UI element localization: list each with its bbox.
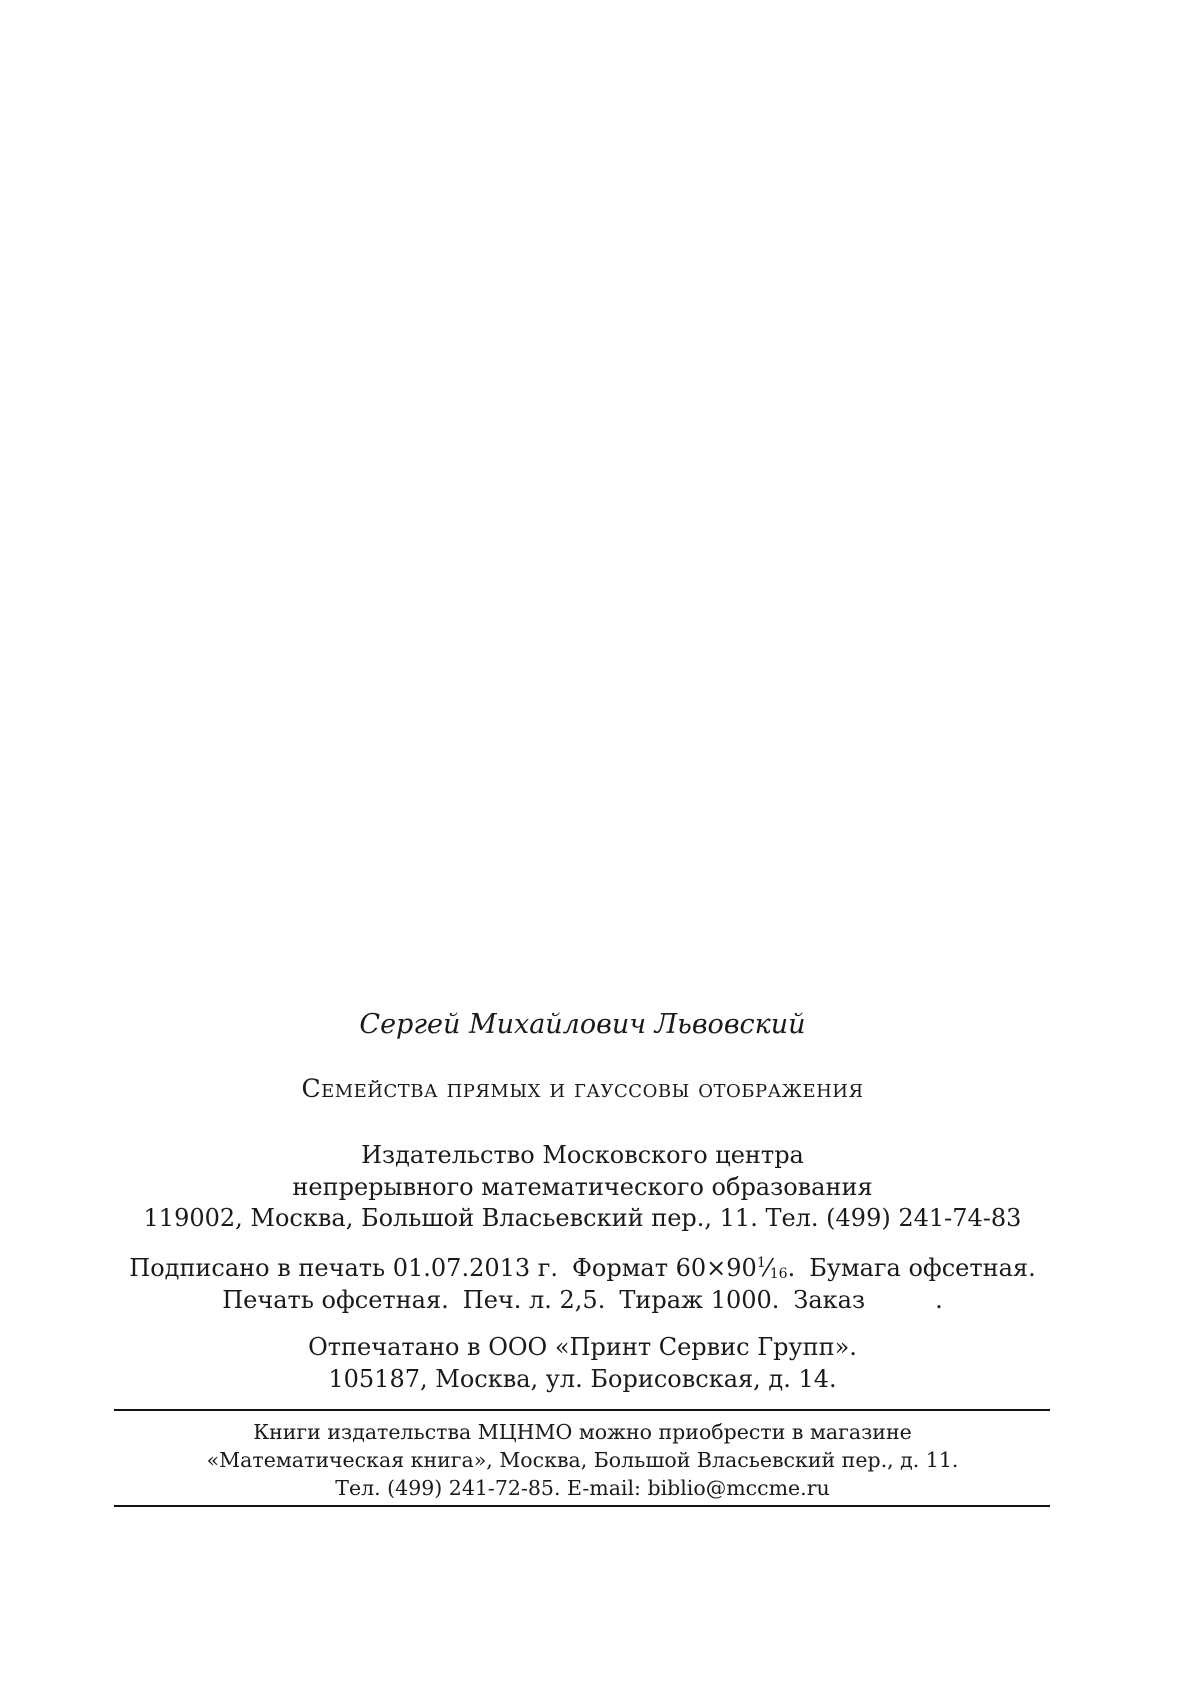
print-type: Печать офсетная. [222, 1286, 449, 1314]
format-prefix: Формат 60×90 [572, 1254, 757, 1282]
printer-line-2: 105187, Москва, ул. Борисовская, д. 14. [328, 1365, 837, 1393]
printer-info [0, 1331, 1165, 1395]
bookshop-info [0, 1418, 1165, 1502]
format-denominator: 16 [769, 1266, 788, 1282]
print-run: Тираж 1000. [619, 1286, 780, 1314]
signed-date: Подписано в печать 01.07.2013 г. [129, 1254, 558, 1282]
imprint-line-1 [0, 1252, 1165, 1284]
book-title: Семейства прямых и гауссовы отображения [301, 1074, 864, 1103]
publisher-line-1: Издательство Московского центра [361, 1141, 804, 1169]
imprint-details [0, 1252, 1165, 1316]
divider-bottom [114, 1505, 1050, 1507]
divider-top [114, 1409, 1050, 1411]
author-name: Сергей Михайлович Львовский [359, 1009, 806, 1040]
publisher-address: 119002, Москва, Большой Власьевский пер., 11. Тел. (499) 241-74-83 [143, 1204, 1022, 1232]
order-label: Заказ [793, 1286, 866, 1314]
paper-type: Бумага офсетная. [809, 1254, 1036, 1282]
format-slash: ⁄ [765, 1254, 770, 1282]
printer-line-1: Отпечатано в ООО «Принт Сервис Групп». [308, 1333, 857, 1361]
shop-line-1: Книги издательства МЦНМО можно приобрести в магазине [253, 1420, 912, 1444]
publisher-line-2: непрерывного математического образования [292, 1172, 873, 1201]
format-suffix: . [787, 1254, 796, 1282]
publisher-info [0, 1140, 1165, 1235]
format-numerator: 1 [756, 1255, 766, 1271]
shop-line-3: Тел. (499) 241-72-85. E-mail: biblio@mccme.ru [335, 1476, 830, 1500]
print-sheets: Печ. л. 2,5. [462, 1286, 606, 1314]
imprint-line-2 [0, 1284, 1165, 1316]
order-end: . [935, 1286, 943, 1314]
shop-line-2: «Математическая книга», Москва, Большой Власьевский пер., д. 11. [206, 1448, 959, 1472]
